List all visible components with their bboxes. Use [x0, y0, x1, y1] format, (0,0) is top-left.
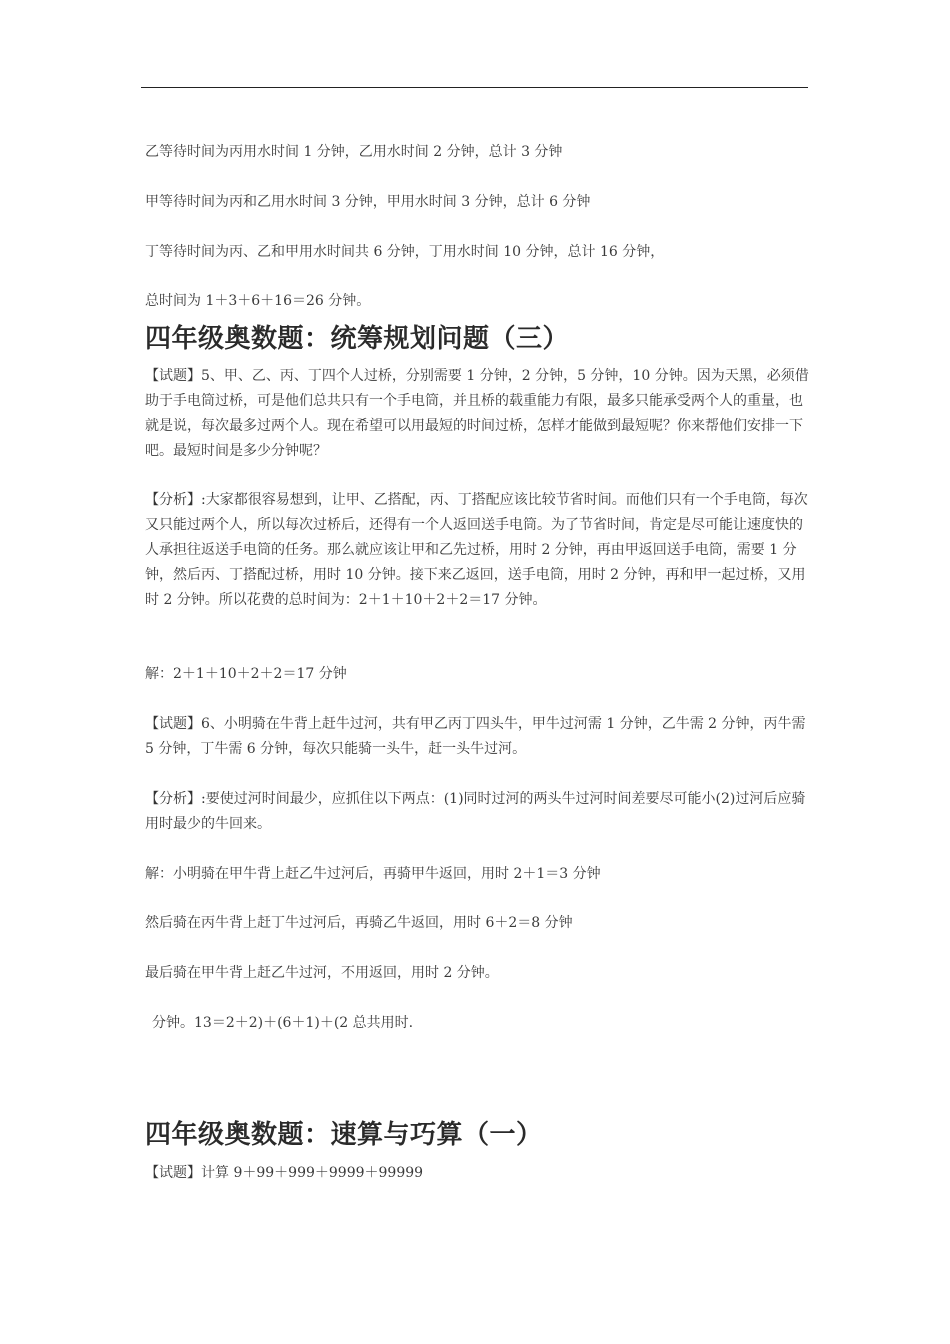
section-title-planning-3: 四年级奥数题：统筹规划问题（三）: [145, 324, 570, 354]
analysis-tag: 【分析】:: [145, 791, 206, 807]
question-speed: [145, 1161, 810, 1186]
question-tag: 【试题】: [145, 716, 201, 732]
question-5: [145, 364, 810, 464]
question-6-text: 6、小明骑在牛背上赶牛过河，共有甲乙丙丁四头牛，甲牛过河需 1 分钟，乙牛需 2 分钟，丙牛需 5 分钟，丁牛需 6 分钟，每次只能骑一头牛，赶一头牛过河。: [145, 716, 806, 757]
question-tag: 【试题】: [145, 368, 201, 384]
analysis-5-text: 大家都很容易想到，让甲、乙搭配，丙、丁搭配应该比较节省时间。而他们只有一个手电筒，每次又只能过两个人，所以每次过桥后，还得有一个人返回送手电筒。为了节省时间，肯定是尽可能让速度快的人承担往返送手电筒的任务。那么就应该让甲和乙先过桥，用时 2 分钟，再由甲返回送手电筒，需要 1 分钟，然后丙、丁搭配过桥，用时 10 分钟。接下来乙返回，送手电筒，用时 2 分钟，再和甲一起过桥，又用时 2 分钟。所以花费的总时间为：2＋1＋10＋2＋2＝17 分钟。: [145, 492, 808, 608]
analysis-6: [145, 787, 810, 837]
analysis-5: [145, 488, 810, 613]
analysis-tag: 【分析】:: [145, 492, 206, 508]
solution-5: 解：2＋1＋10＋2＋2＝17 分钟: [145, 666, 347, 682]
wait-total: 总时间为 1＋3＋6＋16＝26 分钟。: [145, 293, 371, 309]
wait-jia: 甲等待时间为丙和乙用水时间 3 分钟，甲用水时间 3 分钟，总计 6 分钟: [145, 194, 591, 210]
header-rule: [141, 87, 808, 88]
wait-ding: 丁等待时间为丙、乙和甲用水时间共 6 分钟，丁用水时间 10 分钟，总计 16 分钟，: [145, 244, 665, 260]
question-6: [145, 712, 810, 762]
section-title-speed-calc-1: 四年级奥数题：速算与巧算（一）: [145, 1120, 543, 1150]
solution-6-step-3: 最后骑在甲牛背上赶乙牛过河，不用返回，用时 2 分钟。: [145, 965, 499, 981]
analysis-6-text: 要使过河时间最少，应抓住以下两点：(1)同时过河的两头牛过河时间差要尽可能小(2)过河后应骑用时最少的牛回来。: [145, 791, 806, 832]
wait-yi: 乙等待时间为丙用水时间 1 分钟，乙用水时间 2 分钟，总计 3 分钟: [145, 144, 563, 160]
question-5-text: 5、甲、乙、丙、丁四个人过桥，分别需要 1 分钟，2 分钟，5 分钟，10 分钟。因为天黑，必须借助于手电筒过桥，可是他们总共只有一个手电筒，并且桥的载重能力有限，最多只能承受两个人的重量，也就是说，每次最多过两个人。现在希望可以用最短的时间过桥，怎样才能做到最短呢？你来帮他们安排一下吧。最短时间是多少分钟呢？: [145, 368, 809, 459]
solution-6-total: 分钟。13＝2＋2)＋(6＋1)＋(2 总共用时.: [152, 1015, 414, 1031]
solution-6-step-2: 然后骑在丙牛背上赶丁牛过河后，再骑乙牛返回，用时 6＋2＝8 分钟: [145, 915, 573, 931]
question-speed-text: 计算 9＋99＋999＋9999＋99999: [201, 1165, 424, 1181]
question-tag: 【试题】: [145, 1165, 201, 1181]
solution-6-step-1: 解：小明骑在甲牛背上赶乙牛过河后，再骑甲牛返回，用时 2＋1＝3 分钟: [145, 866, 601, 882]
